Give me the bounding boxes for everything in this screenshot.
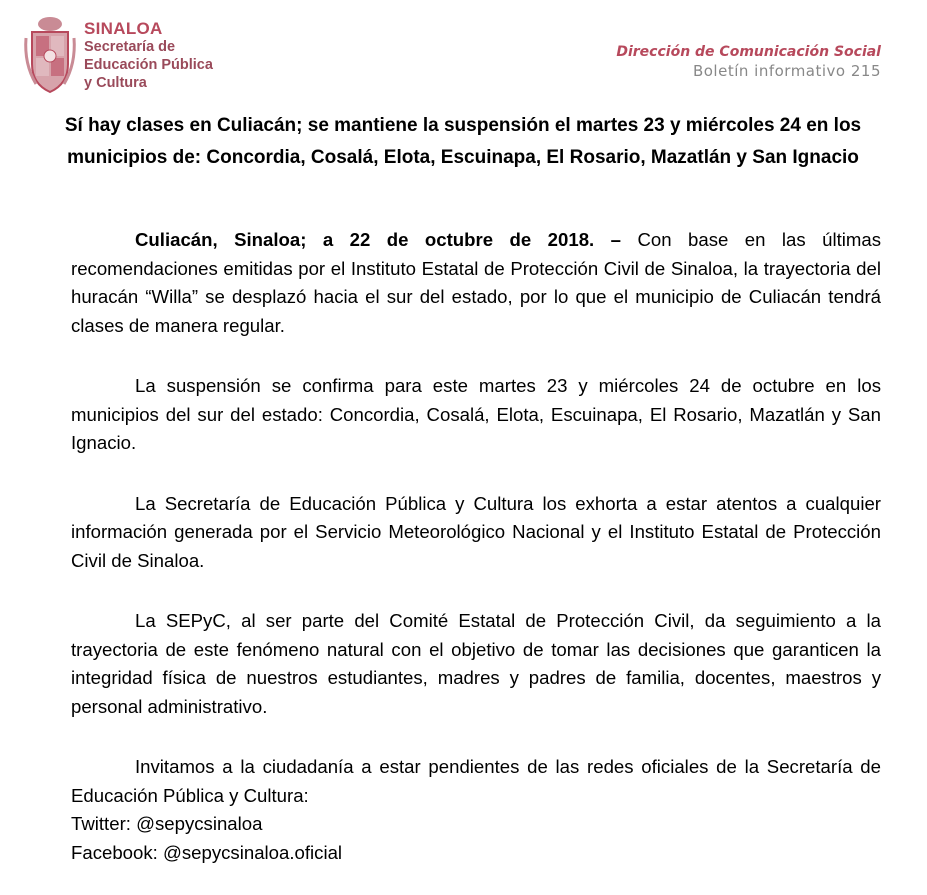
paragraph-2: La suspensión se confirma para este martes 23 y miércoles 24 de octubre en los municipios del sur del estado: Concordia, Cosalá, Elota, Escuinapa, El Rosario, Mazatlán y San Ignacio. — [71, 375, 881, 453]
bulletin-title: Sí hay clases en Culiacán; se mantiene la suspensión el martes 23 y miércoles 24 en los municipios de: Concordia, Cosalá, Elota, Escuinapa, El Rosario, Mazatlán y San Ignacio — [64, 115, 862, 168]
paragraph-1 — [71, 226, 881, 340]
paragraph-3: La Secretaría de Educación Pública y Cultura los exhorta a estar atentos a cualquier información generada por el Servicio Meteorológico Nacional y el Instituto Estatal de Protección Civil de Sinaloa. — [71, 492, 881, 571]
social-links — [71, 810, 881, 867]
twitter-handle: Twitter: @sepycsinaloa — [71, 813, 263, 834]
facebook-handle: Facebook: @sepycsinaloa.oficial — [71, 841, 343, 863]
org-line-2: Educación Pública — [84, 57, 213, 73]
bulletin-number: Boletín informativo 215 — [692, 62, 881, 80]
dateline: Culiacán, Sinaloa; a 22 de octubre de 2018. – — [135, 229, 622, 250]
bulletin-body — [71, 226, 881, 867]
organization-name — [84, 20, 213, 92]
letterhead — [0, 0, 927, 110]
org-title: SINALOA — [84, 19, 163, 38]
department-block — [616, 44, 881, 80]
paragraph-1-text: Con base en las últimas recomendaciones emitidas por el Instituto Estatal de Protección Civil de Sinaloa, la trayectoria del huracán “Willa” se desplazó hacia el sur del estado, por lo que el municipio de Culiacán tendrá clases de manera regular. — [71, 229, 882, 336]
paragraph-5: Invitamos a la ciudadanía a estar pendientes de las redes oficiales de la Secretaría de Educación Pública y Cultura: — [71, 756, 881, 806]
state-seal-icon — [22, 14, 78, 96]
org-line-3: y Cultura — [84, 75, 147, 91]
department-name: Dirección de Comunicación Social — [616, 44, 881, 60]
paragraph-4: La SEPyC, al ser parte del Comité Estatal de Protección Civil, da seguimiento a la trayectoria de este fenómeno natural con el objetivo de tomar las decisiones que garanticen la integridad física de nuestros estudiantes, madres y padres de familia, docentes, maestros y personal administrativo. — [71, 610, 881, 717]
org-line-1: Secretaría de — [84, 39, 176, 55]
